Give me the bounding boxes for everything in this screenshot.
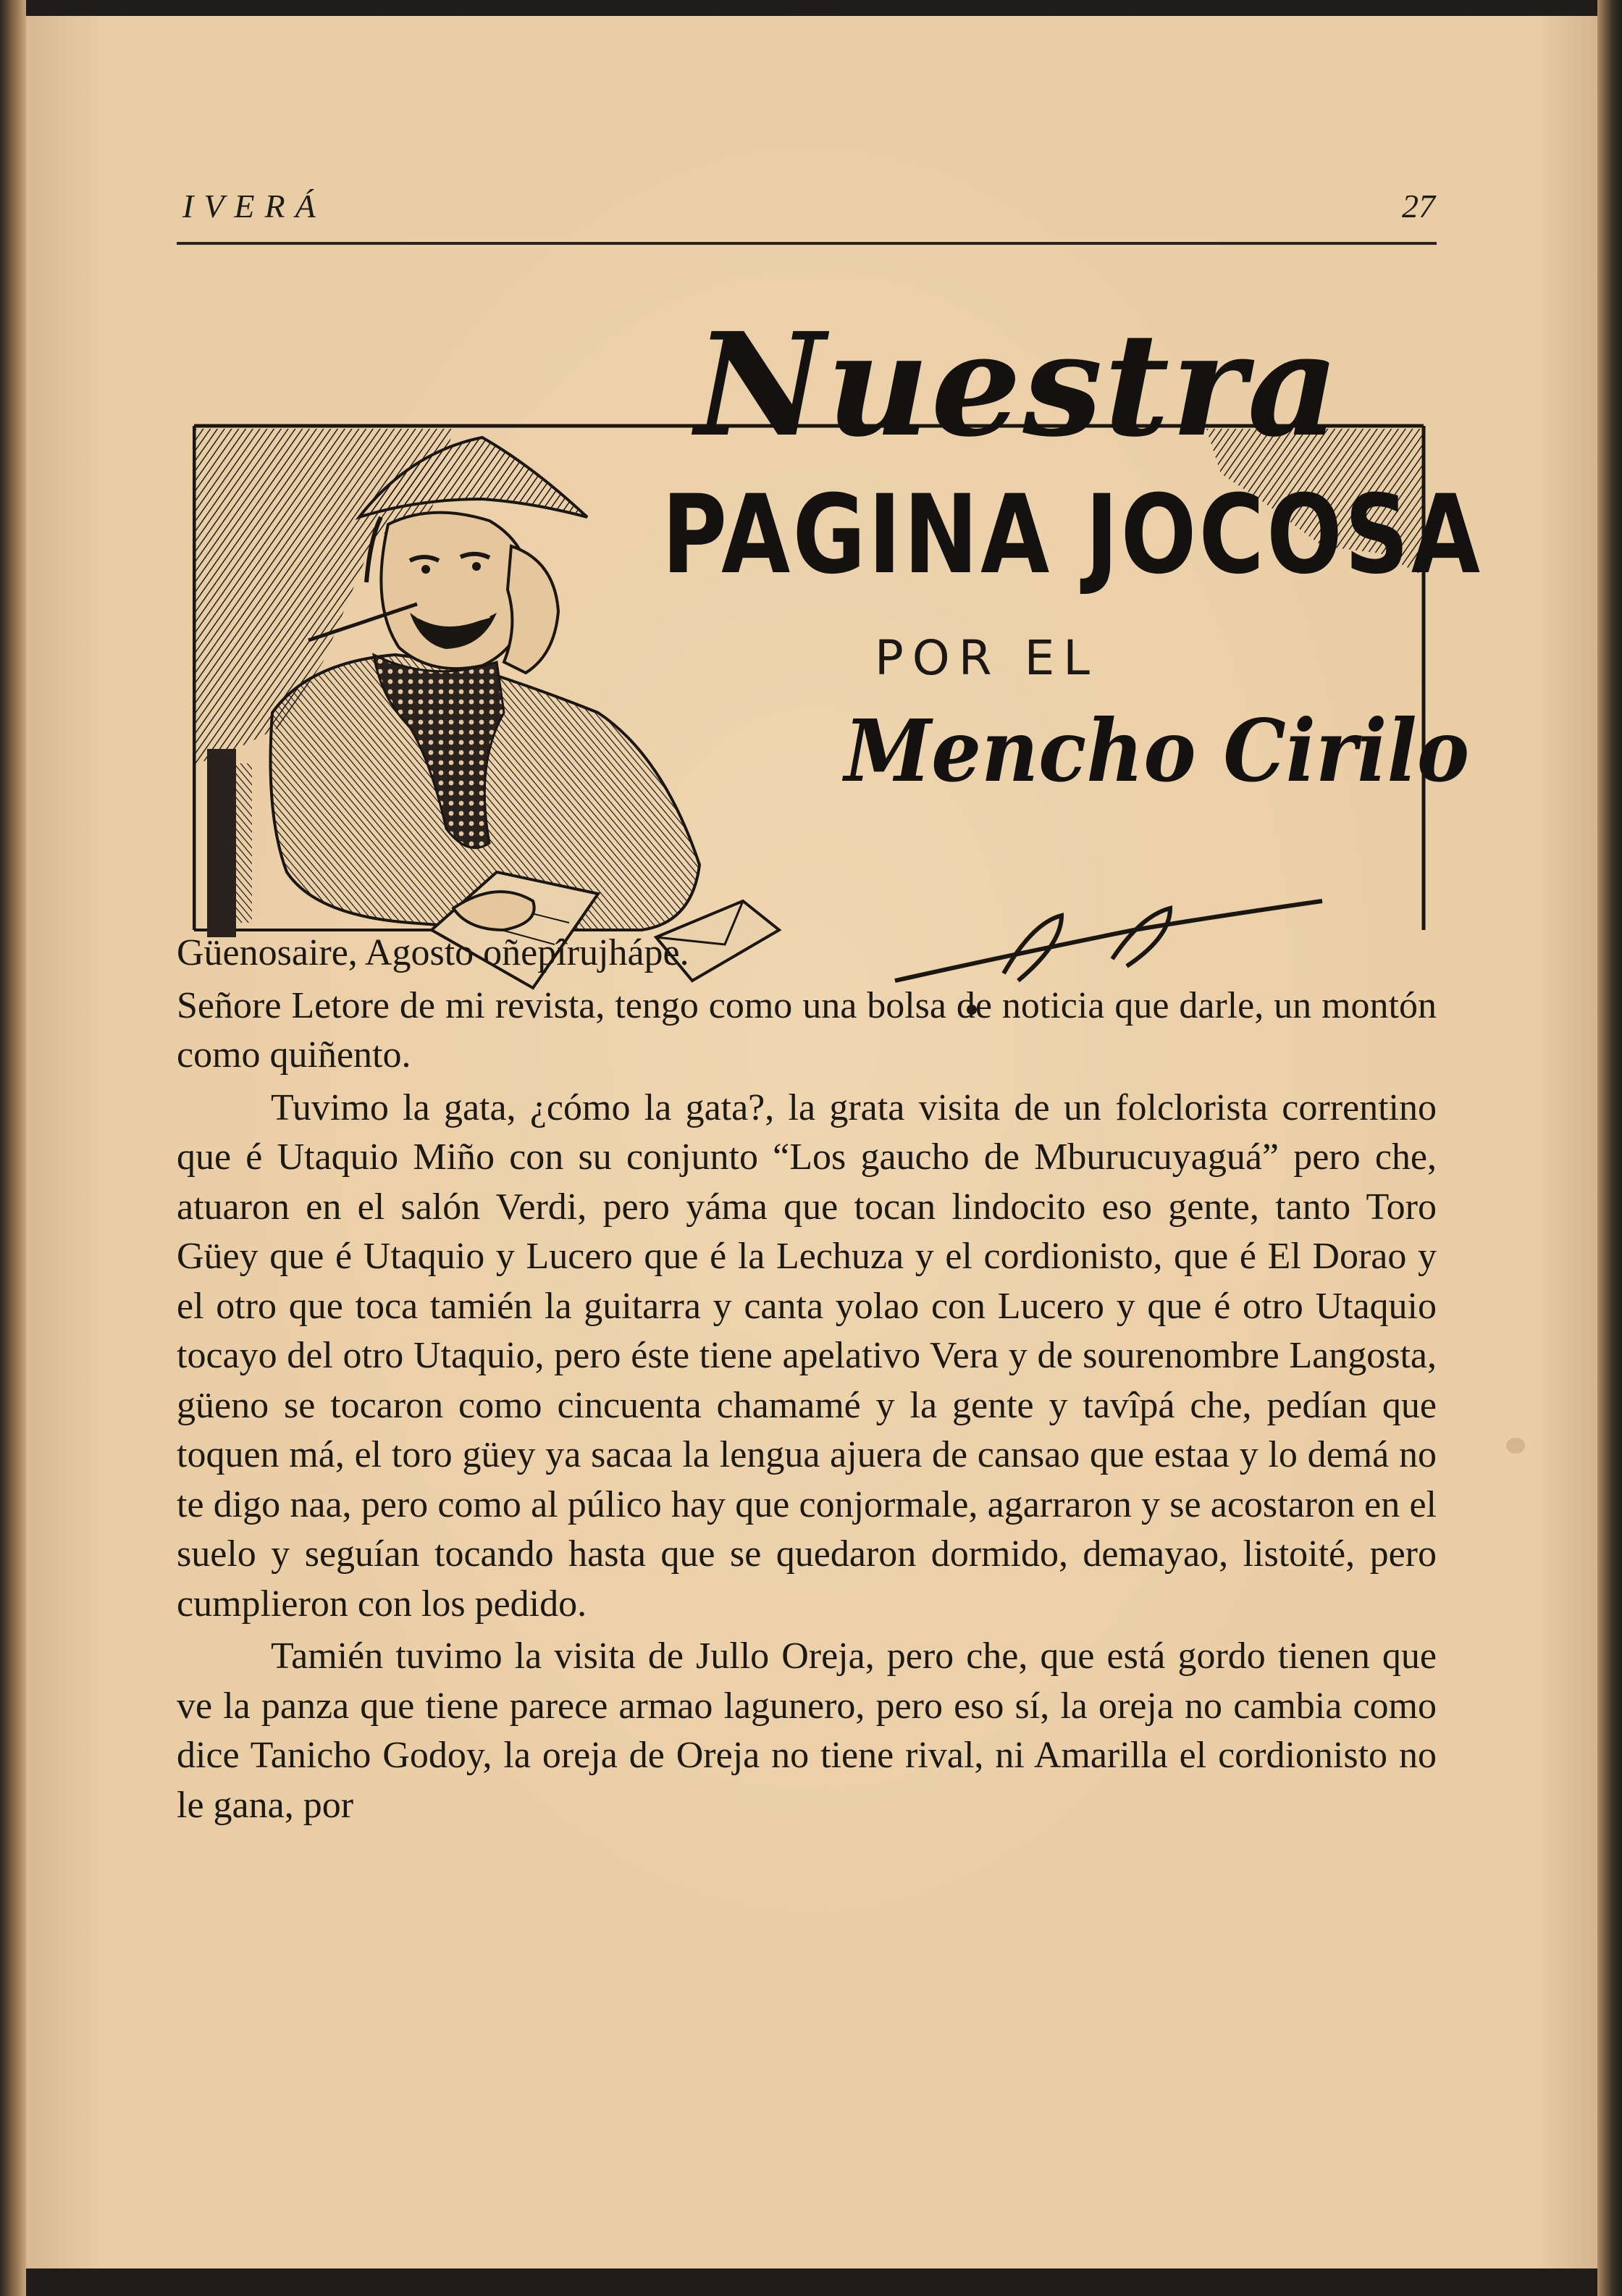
page-number: 27: [1402, 188, 1435, 225]
banner-title-block: PAGINA JOCOSA: [662, 472, 1483, 598]
paragraph-folklore-visit: Tuvimo la gata, ¿cómo la gata?, la grata visita de un folclorista correntino que é Utaquio Miño con su conjunto “Los gaucho de Mburucuyaguá” pero che, atuaron en el salón Verdi, pero yáma que tocan lindocito eso gente, tanto Toro Güey que é Utaquio y Lucero que é la Lechuza y el cordionisto, que é El Dorao y el otro que toca tamién la guitarra y canta yolao con Lucero y que é otro Utaquio tocayo del otro Utaquio, pero éste tiene apelativo Vera y de sourenombre Langosta, güeno se tocaron como cincuenta chamamé y la gente y tavîpá che, pedían que toquen má, el toro güey ya sacaa la lengua ajuera de cansao que estaa y lo demá no te digo naa, pero como al púlico hay que conjormale, agarraron y se acostaron en el suelo y seguían tocando hasta que se quedaron dormido, demayao, listoité, pero cumplieron con los pedido.: [177, 1086, 1437, 1625]
running-head: IVERÁ: [182, 188, 326, 225]
paragraph-oreja-visit: Tamién tuvimo la visita de Jullo Oreja, pero che, que está gordo tienen que ve la panza que tiene parece armao lagunero, pero eso sí, la oreja no cambia como dice Tanicho Godoy, la oreja de Oreja no tiene rival, ni Amarilla el cordionisto no le gana, por: [177, 1635, 1437, 1826]
page-edge: [1597, 0, 1622, 2296]
banner-title-script: Nuestra: [695, 302, 1341, 469]
letter-body: [177, 929, 1437, 1830]
book-gutter: [0, 0, 26, 2296]
author-signature: Mencho Cirilo: [844, 700, 1470, 801]
dateline: Güenosaire, Agosto oñepîrujhápe.: [177, 932, 689, 973]
title-banner: [190, 302, 1483, 882]
banner-byline-prefix: POR EL: [875, 630, 1099, 686]
paragraph-greeting: Señore Letore de mi revista, tengo como una bolsa de noticia que darle, un montón como quiñento.: [177, 984, 1437, 1076]
header-rule: [177, 242, 1437, 245]
paper-stain: [1506, 1438, 1525, 1454]
